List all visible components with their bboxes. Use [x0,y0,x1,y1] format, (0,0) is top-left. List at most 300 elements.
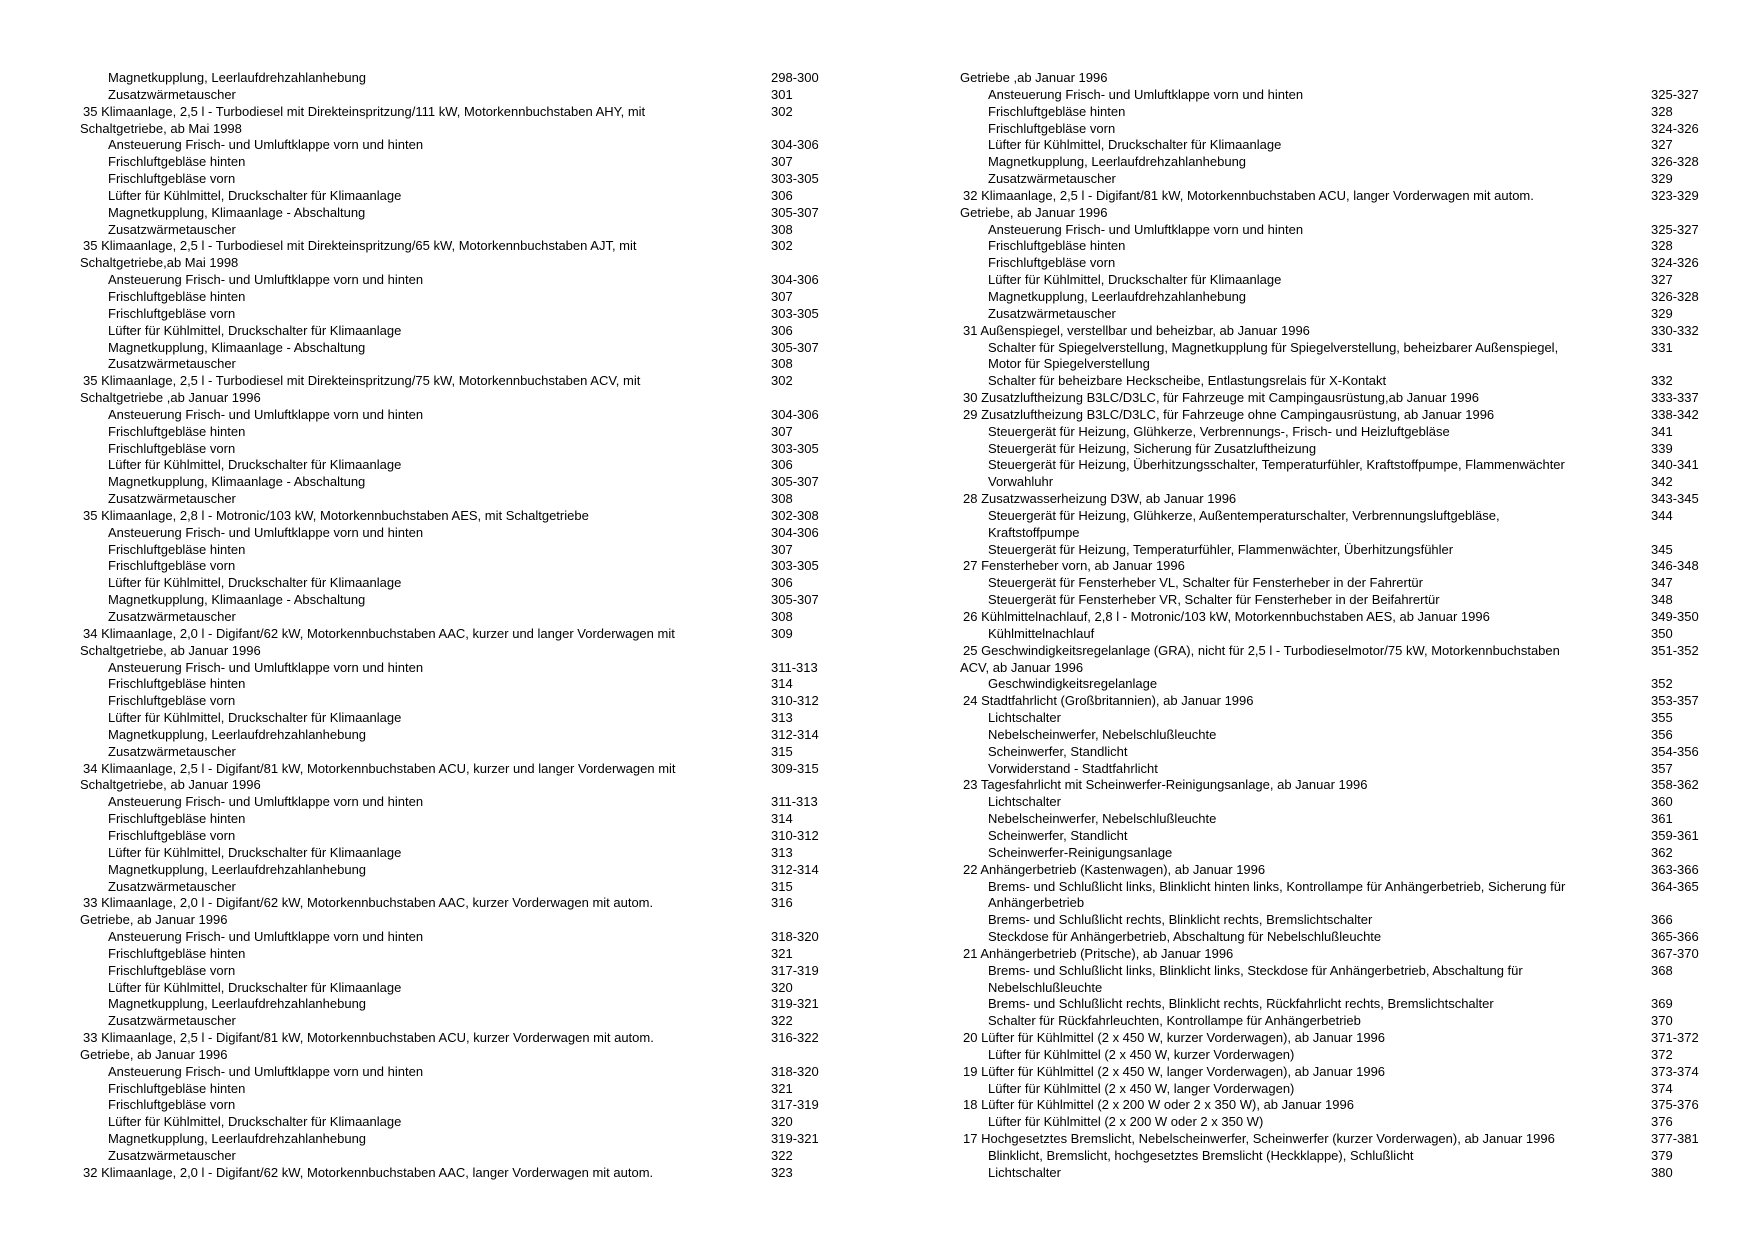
toc-page-number: 307 [771,423,793,439]
toc-entry-title: Zusatzwärmetauscher [108,491,236,507]
toc-entry-title: Steuergerät für Heizung, Sicherung für Zusatzluftheizung [988,440,1317,456]
toc-entry-title: Brems- und Schlußlicht links, Blinklicht links, Steckdose für Anhängerbetrieb, Abschaltung für Nebelschlußleuchte [988,962,1523,995]
toc-entry-title: Schalter für Spiegelverstellung, Magnetkupplung für Spiegelverstellung, beheizbarer Außenspiegel, Motor für Spiegelverstellung [988,339,1559,372]
toc-page-number: 298-300 [771,70,819,85]
toc-page-number: 304-306 [771,272,819,288]
toc-entry-continuation [80,1047,860,1064]
toc-page-number: 314 [771,676,793,692]
toc-entry [80,508,860,525]
toc-page-number: 352 [1651,676,1673,692]
toc-subentry [960,845,1700,862]
toc-page-number: 366 [1651,912,1673,928]
toc-subentry [960,424,1700,441]
toc-page-number: 317-319 [771,962,819,978]
toc-entry [960,946,1700,963]
toc-entry-title: Magnetkupplung, Klimaanlage - Abschaltung [108,204,366,220]
toc-page-number: 321 [771,945,793,961]
toc-page-number: 340-341 [1651,457,1699,473]
toc-page-number: 316-322 [771,1030,819,1046]
toc-page-number: 320 [771,1114,793,1130]
toc-page-number: 318-320 [771,929,819,945]
toc-subentry [80,525,860,542]
toc-entry-title: Steckdose für Anhängerbetrieb, Abschaltung für Nebelschlußleuchte [988,929,1382,945]
toc-page-number: 302 [771,373,793,389]
toc-page-number: 360 [1651,794,1673,810]
toc-subentry [960,879,1700,913]
toc-entry [80,1030,860,1047]
toc-page-number: 304-306 [771,137,819,153]
toc-entry-title: Geschwindigkeitsregelanlage [988,676,1158,692]
toc-subentry [80,676,860,693]
toc-subentry [80,457,860,474]
toc-subentry [960,137,1700,154]
toc-entry-title: 33 Klimaanlage, 2,5 l - Digifant/81 kW, Motorkennbuchstaben ACU, kurzer Vorderwagen mit autom. [83,1030,654,1046]
toc-page-number: 376 [1651,1114,1673,1130]
toc-page-number: 324-326 [1651,120,1699,136]
toc-entry-title: Frischluftgebläse hinten [108,423,246,439]
toc-entry-title: Steuergerät für Heizung, Glühkerze, Verbrennungs-, Frisch- und Heizluftgebläse [988,423,1450,439]
toc-entry-continuation [960,205,1700,222]
toc-page-number: 332 [1651,373,1673,389]
toc-entry-title: Schaltgetriebe, ab Januar 1996 [80,777,261,793]
toc-entry-title: Frischluftgebläse hinten [108,1080,246,1096]
toc-page-number: 309 [771,625,793,641]
toc-entry-continuation [80,121,860,138]
toc-entry-title: Lüfter für Kühlmittel, Druckschalter für Klimaanlage [108,710,402,726]
toc-entry-title: Ansteuerung Frisch- und Umluftklappe vorn und hinten [108,1063,424,1079]
toc-entry-title: Ansteuerung Frisch- und Umluftklappe vorn und hinten [108,794,424,810]
toc-page-number: 361 [1651,811,1673,827]
toc-page-number: 306 [771,457,793,473]
toc-entry-title: Kühlmittelnachlauf [988,625,1095,641]
toc-entry-title: 18 Lüfter für Kühlmittel (2 x 200 W oder 2 x 350 W), ab Januar 1996 [963,1097,1354,1113]
toc-entry-title: Nebelscheinwerfer, Nebelschlußleuchte [988,811,1217,827]
toc-page-number: 305-307 [771,339,819,355]
toc-page-number: 321 [771,1080,793,1096]
toc-page-number: 347 [1651,575,1673,591]
toc-entry-title: Ansteuerung Frisch- und Umluftklappe vorn und hinten [988,221,1304,237]
toc-entry [960,609,1700,626]
toc-entry-title: Zusatzwärmetauscher [988,305,1116,321]
toc-page-number: 305-307 [771,204,819,220]
toc-entry-title: Steuergerät für Fensterheber VR, Schalter für Fensterheber in der Beifahrertür [988,592,1440,608]
toc-entry-title: Lüfter für Kühlmittel, Druckschalter für Klimaanlage [108,1114,402,1130]
toc-subentry [80,272,860,289]
toc-entry [960,407,1700,424]
toc-entry [80,238,860,255]
toc-subentry [960,104,1700,121]
toc-page-number: 331 [1651,339,1673,355]
toc-subentry [960,575,1700,592]
toc-subentry [960,306,1700,323]
toc-page-number: 310-312 [771,827,819,843]
toc-entry [80,104,860,121]
toc-subentry [80,996,860,1013]
toc-subentry [80,862,860,879]
toc-entry-title: Scheinwerfer, Standlicht [988,827,1128,843]
toc-entry [960,1064,1700,1081]
toc-entry-title: Zusatzwärmetauscher [108,743,236,759]
toc-entry [80,1165,860,1182]
toc-entry-title: Frischluftgebläse vorn [108,440,236,456]
toc-page-number: 371-372 [1651,1030,1699,1046]
toc-entry-title: Frischluftgebläse hinten [108,154,246,170]
toc-subentry [960,794,1700,811]
toc-subentry [960,1081,1700,1098]
toc-entry-title: 26 Kühlmittelnachlauf, 2,8 l - Motronic/103 kW, Motorkennbuchstaben AES, ab Januar 1996 [963,609,1490,624]
toc-page-number: 327 [1651,137,1673,153]
toc-entry-title: Lüfter für Kühlmittel, Druckschalter für Klimaanlage [108,322,402,338]
toc-subentry [80,188,860,205]
toc-page-number: 301 [771,86,793,102]
toc-subentry [960,1148,1700,1165]
toc-page-number: 369 [1651,996,1673,1012]
toc-page-number: 379 [1651,1148,1673,1163]
toc-subentry [960,710,1700,727]
toc-subentry [80,323,860,340]
toc-entry [960,1097,1700,1114]
toc-subentry [80,306,860,323]
toc-entry-title: Ansteuerung Frisch- und Umluftklappe vorn und hinten [108,137,424,153]
toc-subentry [960,87,1700,104]
toc-entry-title: 35 Klimaanlage, 2,8 l - Motronic/103 kW, Motorkennbuchstaben AES, mit Schaltgetriebe [83,507,589,523]
toc-page-number: 345 [1651,541,1673,557]
toc-entry [960,777,1700,794]
toc-entry-title: 24 Stadtfahrlicht (Großbritannien), ab Januar 1996 [963,693,1254,709]
toc-page-number: 350 [1651,625,1673,641]
toc-entry-title: 28 Zusatzwasserheizung D3W, ab Januar 1996 [963,491,1237,507]
toc-entry-title: Magnetkupplung, Leerlaufdrehzahlanhebung [988,154,1247,170]
toc-subentry [960,154,1700,171]
toc-page-number: 308 [771,491,793,507]
toc-subentry [960,441,1700,458]
toc-page-number: 326-328 [1651,288,1699,304]
toc-entry-title: 17 Hochgesetztes Bremslicht, Nebelscheinwerfer, Scheinwerfer (kurzer Vorderwagen), ab Januar 1996 [963,1131,1555,1147]
toc-page-number: 355 [1651,710,1673,726]
toc-page-number: 302 [771,103,793,119]
toc-page-number: 372 [1651,1046,1673,1062]
toc-page-number: 323-329 [1651,187,1699,203]
toc-entry-title: Frischluftgebläse vorn [108,171,236,187]
toc-entry-title: Schaltgetriebe ,ab Januar 1996 [80,390,261,406]
toc-entry-title: Lüfter für Kühlmittel, Druckschalter für Klimaanlage [108,979,402,995]
toc-page-number: 319-321 [771,996,819,1012]
toc-page-number: 353-357 [1651,693,1699,709]
toc-page-number: 304-306 [771,406,819,422]
toc-subentry [80,222,860,239]
toc-page-number: 327 [1651,272,1673,288]
toc-subentry [960,828,1700,845]
toc-entry-title: Magnetkupplung, Klimaanlage - Abschaltung [108,592,366,608]
toc-subentry [960,1165,1700,1182]
toc-subentry [80,744,860,761]
toc-subentry [80,154,860,171]
toc-entry-continuation [80,912,860,929]
toc-entry-title: 30 Zusatzluftheizung B3LC/D3LC, für Fahrzeuge mit Campingausrüstung,ab Januar 1996 [963,390,1479,406]
toc-entry-title: 35 Klimaanlage, 2,5 l - Turbodiesel mit Direkteinspritzung/75 kW, Motorkennbuchstaben ACV, mit [83,373,641,389]
toc-page-number: 356 [1651,726,1673,742]
toc-subentry [80,205,860,222]
toc-entry-title: Schalter für Rückfahrleuchten, Kontrollampe für Anhängerbetrieb [988,1013,1361,1029]
toc-entry-title: 22 Anhängerbetrieb (Kastenwagen), ab Januar 1996 [963,861,1266,877]
toc-entry-title: Lüfter für Kühlmittel, Druckschalter für Klimaanlage [108,575,402,591]
toc-page-number: 303-305 [771,305,819,321]
toc-page-number: 306 [771,322,793,338]
toc-page-number: 319-321 [771,1131,819,1147]
toc-entry-title: Scheinwerfer, Standlicht [988,743,1128,759]
toc-page-number: 311-313 [771,794,818,810]
toc-page-number: 374 [1651,1080,1673,1096]
toc-subentry [80,1081,860,1098]
toc-entry-title: 27 Fensterheber vorn, ab Januar 1996 [963,558,1185,574]
toc-subentry [960,912,1700,929]
toc-subentry [80,407,860,424]
toc-entry-title: Nebelscheinwerfer, Nebelschlußleuchte [988,726,1217,742]
toc-page-number: 308 [771,356,793,372]
toc-entry-title: Brems- und Schlußlicht rechts, Blinklicht rechts, Rückfahrlicht rechts, Bremslichtschalter [988,996,1494,1012]
toc-subentry [960,222,1700,239]
toc-subentry [960,761,1700,778]
toc-entry-title: Lichtschalter [988,1164,1061,1180]
toc-entry-title: Zusatzwärmetauscher [988,171,1116,187]
toc-page-number: 341 [1651,423,1673,439]
toc-entry-title: Magnetkupplung, Leerlaufdrehzahlanhebung [108,861,367,877]
toc-entry [960,188,1700,205]
toc-entry [960,693,1700,710]
toc-entry-title: Lüfter für Kühlmittel, Druckschalter für Klimaanlage [988,272,1282,288]
toc-subentry [80,929,860,946]
toc-page-number: 368 [1651,962,1673,978]
toc-entry-title: ACV, ab Januar 1996 [960,659,1084,675]
toc-entry-title: Frischluftgebläse vorn [988,255,1116,271]
toc-page-number: 370 [1651,1013,1673,1029]
toc-page-number: 309-315 [771,760,819,776]
toc-entry-title: Lüfter für Kühlmittel (2 x 200 W oder 2 x 350 W) [988,1114,1264,1130]
toc-entry-title: Frischluftgebläse hinten [988,238,1126,254]
toc-entry-continuation [80,777,860,794]
toc-entry-title: Frischluftgebläse vorn [108,305,236,321]
toc-entry-title: Vorwiderstand - Stadtfahrlicht [988,760,1158,776]
toc-page-number: 307 [771,154,793,170]
toc-page-number: 316 [771,895,793,911]
toc-page-number: 339 [1651,440,1673,456]
toc-subentry [80,727,860,744]
toc-entry-title: Vorwahluhr [988,474,1054,490]
toc-subentry [960,929,1700,946]
toc-page-number: 325-327 [1651,86,1699,102]
toc-entry-title: Lüfter für Kühlmittel, Druckschalter für Klimaanlage [108,457,402,473]
toc-entry-title: Frischluftgebläse hinten [108,288,246,304]
toc-page-number: 305-307 [771,592,819,608]
toc-page-number: 305-307 [771,474,819,490]
toc-entry-continuation [80,643,860,660]
toc-entry-title: Zusatzwärmetauscher [108,1013,236,1029]
toc-page-number: 315 [771,878,793,894]
toc-page-number: 308 [771,221,793,237]
toc-subentry [80,1148,860,1165]
toc-page-number: 377-381 [1651,1131,1699,1147]
toc-entry-title: Frischluftgebläse vorn [108,693,236,709]
toc-subentry [960,457,1700,474]
toc-subentry [80,289,860,306]
toc-entry [80,895,860,912]
toc-entry-title: Getriebe, ab Januar 1996 [80,912,228,928]
toc-subentry [80,424,860,441]
toc-page-number: 328 [1651,238,1673,254]
toc-entry-title: 32 Klimaanlage, 2,5 l - Digifant/81 kW, Motorkennbuchstaben ACU, langer Vorderwagen mit autom. [963,187,1534,203]
toc-subentry [960,592,1700,609]
toc-entry-continuation [960,70,1700,87]
toc-page-number: 329 [1651,171,1673,187]
toc-page-number: 306 [771,575,793,591]
toc-entry-title: Lüfter für Kühlmittel (2 x 450 W, langer Vorderwagen) [988,1080,1295,1096]
toc-page-number: 326-328 [1651,154,1699,170]
toc-page-number: 357 [1651,760,1673,776]
toc-subentry [80,1013,860,1030]
toc-subentry [960,238,1700,255]
toc-entry-title: Ansteuerung Frisch- und Umluftklappe vorn und hinten [108,524,424,540]
toc-entry [960,643,1700,660]
toc-page-number: 322 [771,1013,793,1029]
toc-page-number: 308 [771,609,793,624]
toc-entry-title: Schalter für beheizbare Heckscheibe, Entlastungsrelais für X-Kontakt [988,373,1387,389]
toc-subentry [80,845,860,862]
toc-entry-title: Schaltgetriebe, ab Januar 1996 [80,642,261,658]
toc-subentry [80,710,860,727]
toc-entry-title: Schaltgetriebe,ab Mai 1998 [80,255,239,271]
toc-page-number: 325-327 [1651,221,1699,237]
toc-entry-title: Ansteuerung Frisch- und Umluftklappe vorn und hinten [108,406,424,422]
toc-page-number: 322 [771,1148,793,1163]
toc-page-number: 367-370 [1651,945,1699,961]
toc-subentry [960,1013,1700,1030]
toc-entry-title: Ansteuerung Frisch- und Umluftklappe vorn und hinten [988,86,1304,102]
toc-subentry [80,609,860,626]
toc-entry [80,626,860,643]
toc-page-number: 373-374 [1651,1063,1699,1079]
toc-subentry [80,171,860,188]
toc-entry-title: Brems- und Schlußlicht links, Blinklicht hinten links, Kontrollampe für Anhängerbetrieb, Sicherung für Anhängerbetrieb [988,878,1566,911]
toc-page-number: 365-366 [1651,929,1699,945]
toc-entry-title: 29 Zusatzluftheizung B3LC/D3LC, für Fahrzeuge ohne Campingausrüstung, ab Januar 1996 [963,406,1495,422]
toc-subentry [80,474,860,491]
toc-entry-title: Frischluftgebläse hinten [108,676,246,692]
toc-entry-title: 23 Tagesfahrlicht mit Scheinwerfer-Reinigungsanlage, ab Januar 1996 [963,777,1368,793]
toc-page-number: 358-362 [1651,777,1699,793]
toc-subentry [80,660,860,677]
toc-entry-title: Steuergerät für Fensterheber VL, Schalter für Fensterheber in der Fahrertür [988,575,1423,591]
toc-subentry [80,980,860,997]
toc-subentry [80,592,860,609]
toc-subentry [960,996,1700,1013]
toc-entry-title: Magnetkupplung, Leerlaufdrehzahlanhebung [108,996,367,1012]
toc-entry-title: 21 Anhängerbetrieb (Pritsche), ab Januar 1996 [963,945,1234,961]
toc-entry-title: Frischluftgebläse vorn [108,558,236,574]
toc-entry-title: Magnetkupplung, Leerlaufdrehzahlanhebung [988,288,1247,304]
toc-subentry [80,1097,860,1114]
toc-subentry [960,121,1700,138]
toc-page-number: 304-306 [771,524,819,540]
toc-page-number: 324-326 [1651,255,1699,271]
toc-page-number: 328 [1651,103,1673,119]
toc-entry-title: Frischluftgebläse vorn [108,827,236,843]
toc-page-number: 380 [1651,1164,1673,1180]
toc-subentry [960,373,1700,390]
toc-subentry [80,356,860,373]
toc-subentry [80,542,860,559]
toc-subentry [80,946,860,963]
toc-column-left [80,70,860,1182]
toc-subentry [960,340,1700,374]
toc-subentry [960,272,1700,289]
toc-entry-title: Magnetkupplung, Leerlaufdrehzahlanhebung [108,70,367,85]
toc-page-number: 312-314 [771,726,819,742]
toc-entry-title: Frischluftgebläse hinten [108,811,246,827]
toc-page-number: 362 [1651,844,1673,860]
toc-entry-title: Zusatzwärmetauscher [108,356,236,372]
toc-page-number: 310-312 [771,693,819,709]
toc-subentry [80,811,860,828]
toc-subentry [80,87,860,104]
toc-page-number: 320 [771,979,793,995]
toc-entry [960,1030,1700,1047]
toc-page-number: 302 [771,238,793,254]
toc-page-number: 348 [1651,592,1673,608]
toc-entry-title: 25 Geschwindigkeitsregelanlage (GRA), nicht für 2,5 l - Turbodieselmotor/75 kW, Motorkennbuchstaben [963,642,1560,658]
toc-entry-title: Lüfter für Kühlmittel, Druckschalter für Klimaanlage [108,187,402,203]
toc-entry-title: Ansteuerung Frisch- und Umluftklappe vorn und hinten [108,929,424,945]
toc-subentry [960,542,1700,559]
toc-entry-title: 34 Klimaanlage, 2,0 l - Digifant/62 kW, Motorkennbuchstaben AAC, kurzer und langer Vorderwagen mit [83,625,675,641]
toc-entry-title: Steuergerät für Heizung, Überhitzungsschalter, Temperaturfühler, Kraftstoffpumpe, Flammenwächter [988,457,1565,473]
toc-entry-title: Zusatzwärmetauscher [108,1148,236,1163]
toc-page-number: 313 [771,710,793,726]
toc-entry-title: Steuergerät für Heizung, Temperaturfühler, Flammenwächter, Überhitzungsfühler [988,541,1454,557]
toc-entry-title: Getriebe ,ab Januar 1996 [960,70,1108,85]
toc-entry [960,390,1700,407]
toc-subentry [80,879,860,896]
toc-subentry [80,1114,860,1131]
toc-entry-title: Ansteuerung Frisch- und Umluftklappe vorn und hinten [108,659,424,675]
toc-entry-continuation [960,660,1700,677]
toc-page-number: 303-305 [771,171,819,187]
toc-subentry [960,811,1700,828]
toc-page-number: 342 [1651,474,1673,490]
toc-page-number: 349-350 [1651,609,1699,624]
toc-entry-title: 33 Klimaanlage, 2,0 l - Digifant/62 kW, Motorkennbuchstaben AAC, kurzer Vorderwagen mit autom. [83,895,654,911]
toc-entry-title: Frischluftgebläse vorn [988,120,1116,136]
toc-entry-title: Brems- und Schlußlicht rechts, Blinklicht rechts, Bremslichtschalter [988,912,1373,928]
toc-page-number: 307 [771,288,793,304]
toc-subentry [960,255,1700,272]
toc-entry-title: 35 Klimaanlage, 2,5 l - Turbodiesel mit Direkteinspritzung/65 kW, Motorkennbuchstaben AJT, mit [83,238,637,254]
toc-page-number: 333-337 [1651,390,1699,406]
toc-entry [960,558,1700,575]
toc-page-number: 364-365 [1651,878,1699,894]
toc-entry-title: Lüfter für Kühlmittel, Druckschalter für Klimaanlage [988,137,1282,153]
toc-entry-title: Getriebe, ab Januar 1996 [80,1046,228,1062]
toc-entry [960,491,1700,508]
toc-subentry [80,441,860,458]
toc-subentry [80,491,860,508]
toc-entry-title: Frischluftgebläse vorn [108,962,236,978]
toc-entry-title: Getriebe, ab Januar 1996 [960,204,1108,220]
toc-entry-continuation [80,390,860,407]
toc-entry-continuation [80,255,860,272]
toc-page-number: 318-320 [771,1063,819,1079]
toc-entry [80,761,860,778]
toc-page-number: 314 [771,811,793,827]
